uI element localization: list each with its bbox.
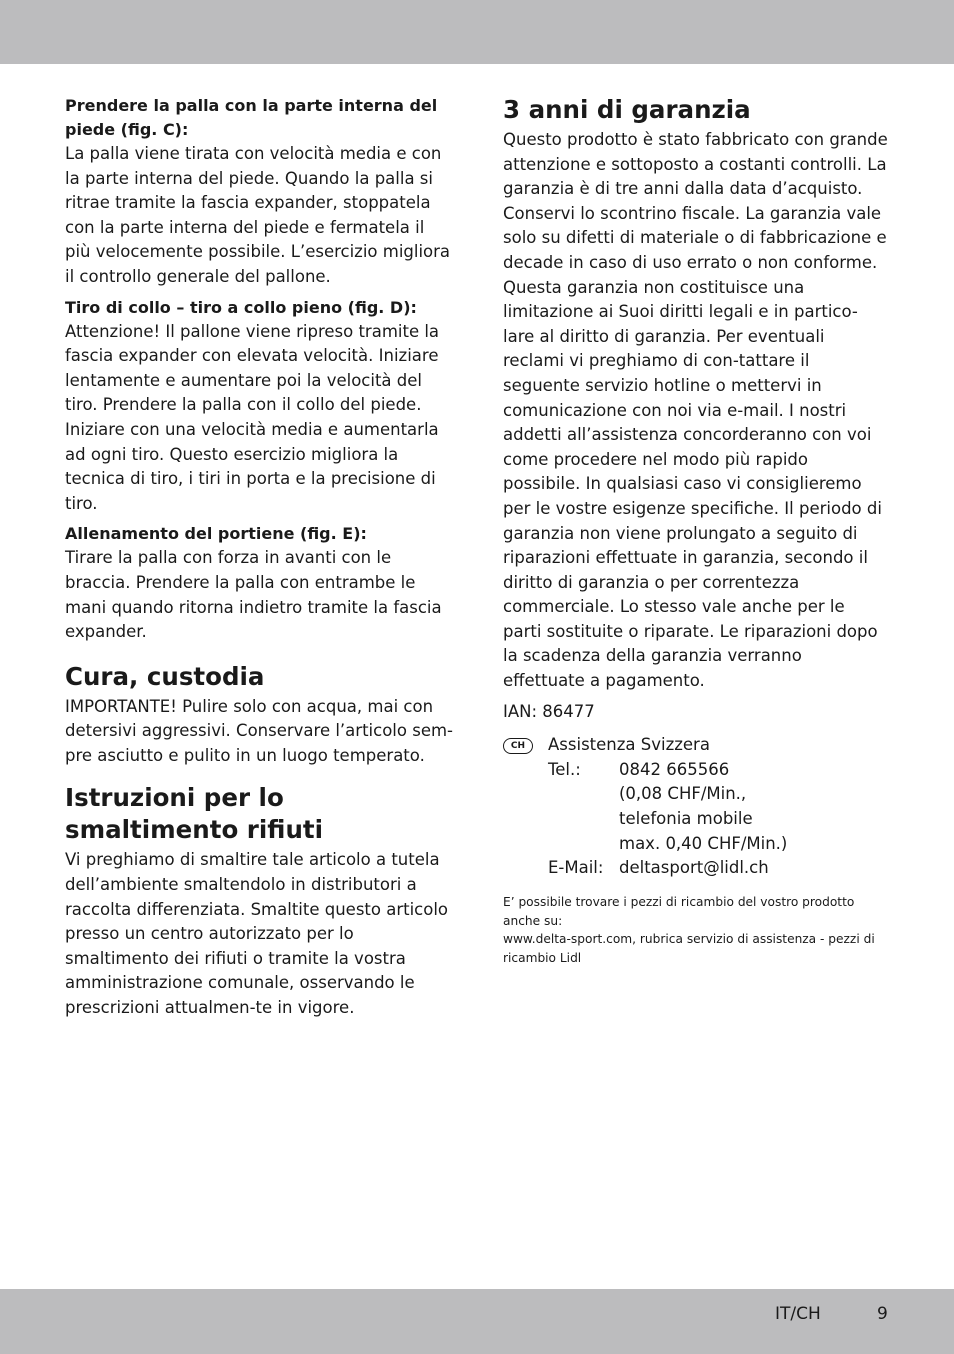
footer-language: IT/CH (775, 1304, 821, 1324)
section-e-title: Allenamento del portiene (fig. E): (65, 524, 367, 544)
page-number: 9 (877, 1304, 888, 1324)
tel-rate-line-3: max. 0,40 CHF/Min.) (619, 833, 788, 853)
spare-parts-line-2: www.delta-sport.com, rubrica servizio di assistenza - pezzi di ricambio Lidl (503, 932, 875, 965)
spare-parts-line-1: E’ possibile trovare i pezzi di ricambio del vostro prodotto anche su: (503, 895, 855, 928)
warranty-heading: 3 anni di garanzia (503, 95, 751, 124)
tel-number: 0842 665566 (619, 759, 730, 779)
tel-label: Tel.: (548, 759, 581, 779)
right-column (503, 94, 888, 967)
care-body: IMPORTANTE! Pulire solo con acqua, mai con detersivi aggressivi. Conservare l’articolo sem-pre asciutto e pulito in un luogo temperato. (65, 696, 453, 765)
section-c-body: La palla viene tirata con velocità media e con la parte interna del piede. Quando la palla si ritrae tramite la fascia expander, stoppatela con la parte interna del piede e fermatela il più velocemente possibile. L’esercizio migliora il controllo generale del pallone. (65, 144, 451, 286)
country-badge-icon: CH (503, 738, 533, 754)
ian-number: IAN: 86477 (503, 701, 595, 721)
tel-rate-line-1: (0,08 CHF/Min., (619, 784, 747, 804)
service-name: Assistenza Svizzera (548, 735, 710, 755)
care-heading: Cura, custodia (65, 661, 265, 691)
disposal-heading: Istruzioni per lo smaltimento rifiuti (65, 783, 324, 845)
section-d-body: Attenzione! Il pallone viene ripreso tramite la fascia expander con elevata velocità. Iniziare lentamente e aumentare poi la velocità del tiro. Prendere la palla con il collo del piede. Iniziare con una velocità media e aumentarla ad ogni tiro. Questo esercizio migliora la tecnica di tiro, i tiri in porta e la precisione di tiro. (65, 321, 440, 513)
left-column (65, 94, 455, 1021)
email-address: deltasport@lidl.ch (619, 858, 769, 878)
tel-rate-line-2: telefonia mobile (619, 809, 753, 829)
section-e-body: Tirare la palla con forza in avanti con le braccia. Prendere la palla con entrambe le mani quando ritorna indietro tramite la fascia expander. (65, 548, 442, 642)
warranty-body: Questo prodotto è stato fabbricato con grande attenzione e sottoposto a costanti controlli. La garanzia è di tre anni dalla data d’acquisto. Conservi lo scontrino fiscale. La garanzia vale solo su difetti di materiale o di fabbricazione e decade in caso di uso errato o non conforme. Questa garanzia non costituisce una limitazione ai Suoi diritti legali e in partico-lare al diritto di garanzia. Per eventuali reclami vi preghiamo di con-tattare il seguente servizio hotline o mettervi in comunicazione con noi via e-mail. I nostri addetti all’assistenza concorderanno con voi come procedere nel modo più rapido possibile. In qualsiasi caso vi consiglieremo per le vostre esigenze specifiche. Il periodo di garanzia non viene prolungato a seguito di riparazioni effettuate in garanzia, secondo il diritto di garanzia o per correntezza commerciale. Lo stesso vale anche per le parti sostituite o riparate. Le riparazioni dopo la scadenza della garanzia verranno effettuate a pagamento. (503, 130, 888, 691)
section-d-title: Tiro di collo – tiro a collo pieno (fig. D): (65, 297, 417, 317)
spare-parts-note (503, 893, 888, 967)
disposal-body: Vi preghiamo di smaltire tale articolo a tutela dell’ambiente smaltendolo in distributori a raccolta differenziata. Smaltite questo articolo presso un centro autorizzato per lo smaltimento dei rifiuti o tramite la vostra amministrazione comunale, osservando le prescrizioni attualmen-te in vigore. (65, 850, 449, 1018)
contact-block (503, 733, 888, 878)
top-band (0, 0, 954, 64)
email-label: E-Mail: (548, 858, 604, 878)
section-c-title: Prendere la palla con la parte interna del piede (fig. C): (65, 96, 438, 139)
